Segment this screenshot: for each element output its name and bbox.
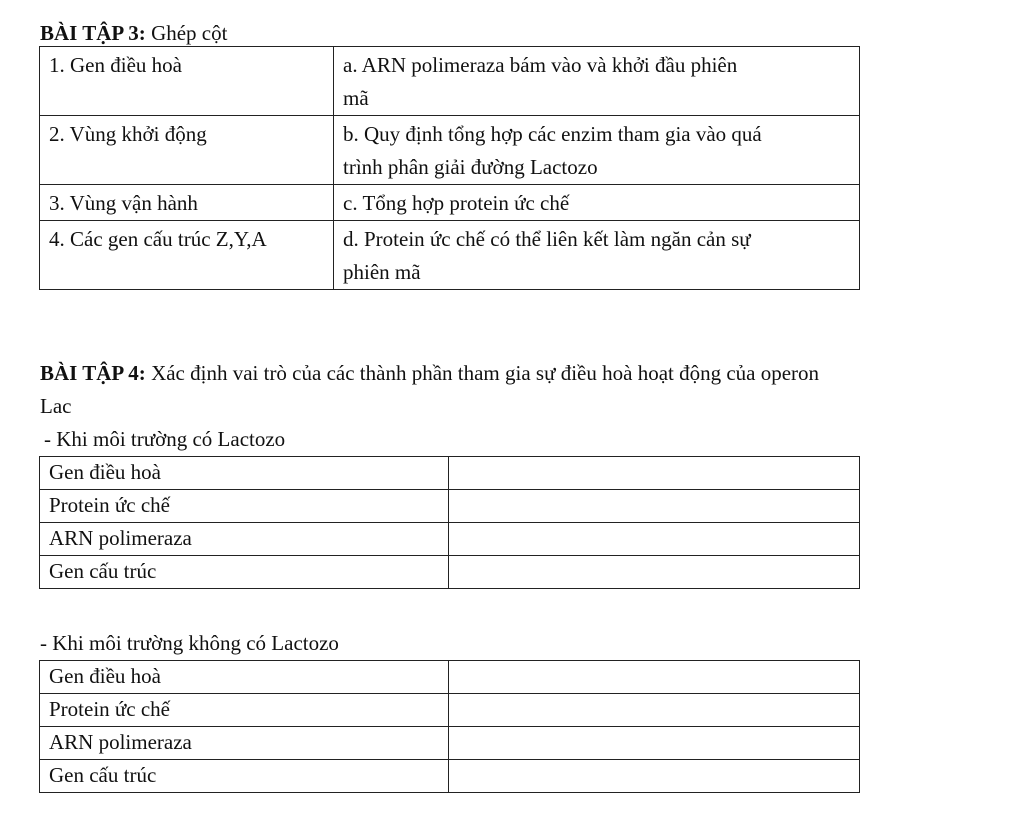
- ex3-heading: [40, 20, 227, 46]
- answer-blank-cell[interactable]: [449, 694, 860, 727]
- ex4-table-without-lactose: [39, 660, 860, 793]
- component-cell: Gen điều hoà: [40, 661, 449, 694]
- ex3-right-text: trình phân giải đường Lactozo: [343, 155, 598, 179]
- ex4-table-with-lactose: [39, 456, 860, 589]
- ex3-left-cell: 2. Vùng khởi động: [40, 116, 334, 185]
- ex3-heading-text: Ghép cột: [145, 21, 228, 45]
- ex3-right-text: a. ARN polimeraza bám vào và khởi đầu phiên: [343, 53, 738, 77]
- table-row: [40, 727, 860, 760]
- answer-blank-cell[interactable]: [449, 727, 860, 760]
- table-row: [40, 523, 860, 556]
- answer-blank-cell[interactable]: [449, 490, 860, 523]
- ex3-right-cell: [334, 221, 860, 290]
- component-cell: Gen cấu trúc: [40, 556, 449, 589]
- table-row: [40, 457, 860, 490]
- ex3-right-text: c. Tổng hợp protein ức chế: [343, 191, 570, 215]
- component-cell: ARN polimeraza: [40, 727, 449, 760]
- table-row: [40, 694, 860, 727]
- ex3-left-cell: 3. Vùng vận hành: [40, 185, 334, 221]
- answer-blank-cell[interactable]: [449, 661, 860, 694]
- answer-blank-cell[interactable]: [449, 457, 860, 490]
- table-row: [40, 47, 860, 116]
- table-row: [40, 185, 860, 221]
- answer-blank-cell[interactable]: [449, 556, 860, 589]
- table-row: [40, 760, 860, 793]
- answer-blank-cell[interactable]: [449, 760, 860, 793]
- ex4-case-no-label: - Khi môi trường không có Lactozo: [40, 631, 339, 655]
- ex3-matching-table: [39, 46, 860, 290]
- table-row: [40, 556, 860, 589]
- ex3-right-cell: [334, 47, 860, 116]
- ex4-case-yes-label: - Khi môi trường có Lactozo: [44, 427, 286, 451]
- ex3-right-text: d. Protein ức chế có thể liên kết làm ngăn cản sự: [343, 227, 751, 251]
- ex3-right-text: phiên mã: [343, 260, 421, 284]
- ex4-heading-line2: Lac: [40, 394, 72, 418]
- ex3-right-text: mã: [343, 86, 369, 110]
- ex4-heading: [40, 360, 819, 386]
- component-cell: ARN polimeraza: [40, 523, 449, 556]
- ex4-heading-label: BÀI TẬP 4:: [40, 361, 146, 385]
- ex3-left-cell: 1. Gen điều hoà: [40, 47, 334, 116]
- component-cell: Gen điều hoà: [40, 457, 449, 490]
- component-cell: Protein ức chế: [40, 694, 449, 727]
- ex3-left-cell: 4. Các gen cấu trúc Z,Y,A: [40, 221, 334, 290]
- ex3-heading-label: BÀI TẬP 3:: [40, 21, 146, 45]
- table-row: [40, 490, 860, 523]
- table-row: [40, 661, 860, 694]
- ex3-right-cell: [334, 185, 860, 221]
- answer-blank-cell[interactable]: [449, 523, 860, 556]
- component-cell: Protein ức chế: [40, 490, 449, 523]
- ex4-heading-text: Xác định vai trò của các thành phần tham gia sự điều hoà hoạt động của operon: [145, 361, 820, 385]
- table-row: [40, 221, 860, 290]
- ex3-right-cell: [334, 116, 860, 185]
- component-cell: Gen cấu trúc: [40, 760, 449, 793]
- table-row: [40, 116, 860, 185]
- ex3-right-text: b. Quy định tổng hợp các enzim tham gia vào quá: [343, 122, 762, 146]
